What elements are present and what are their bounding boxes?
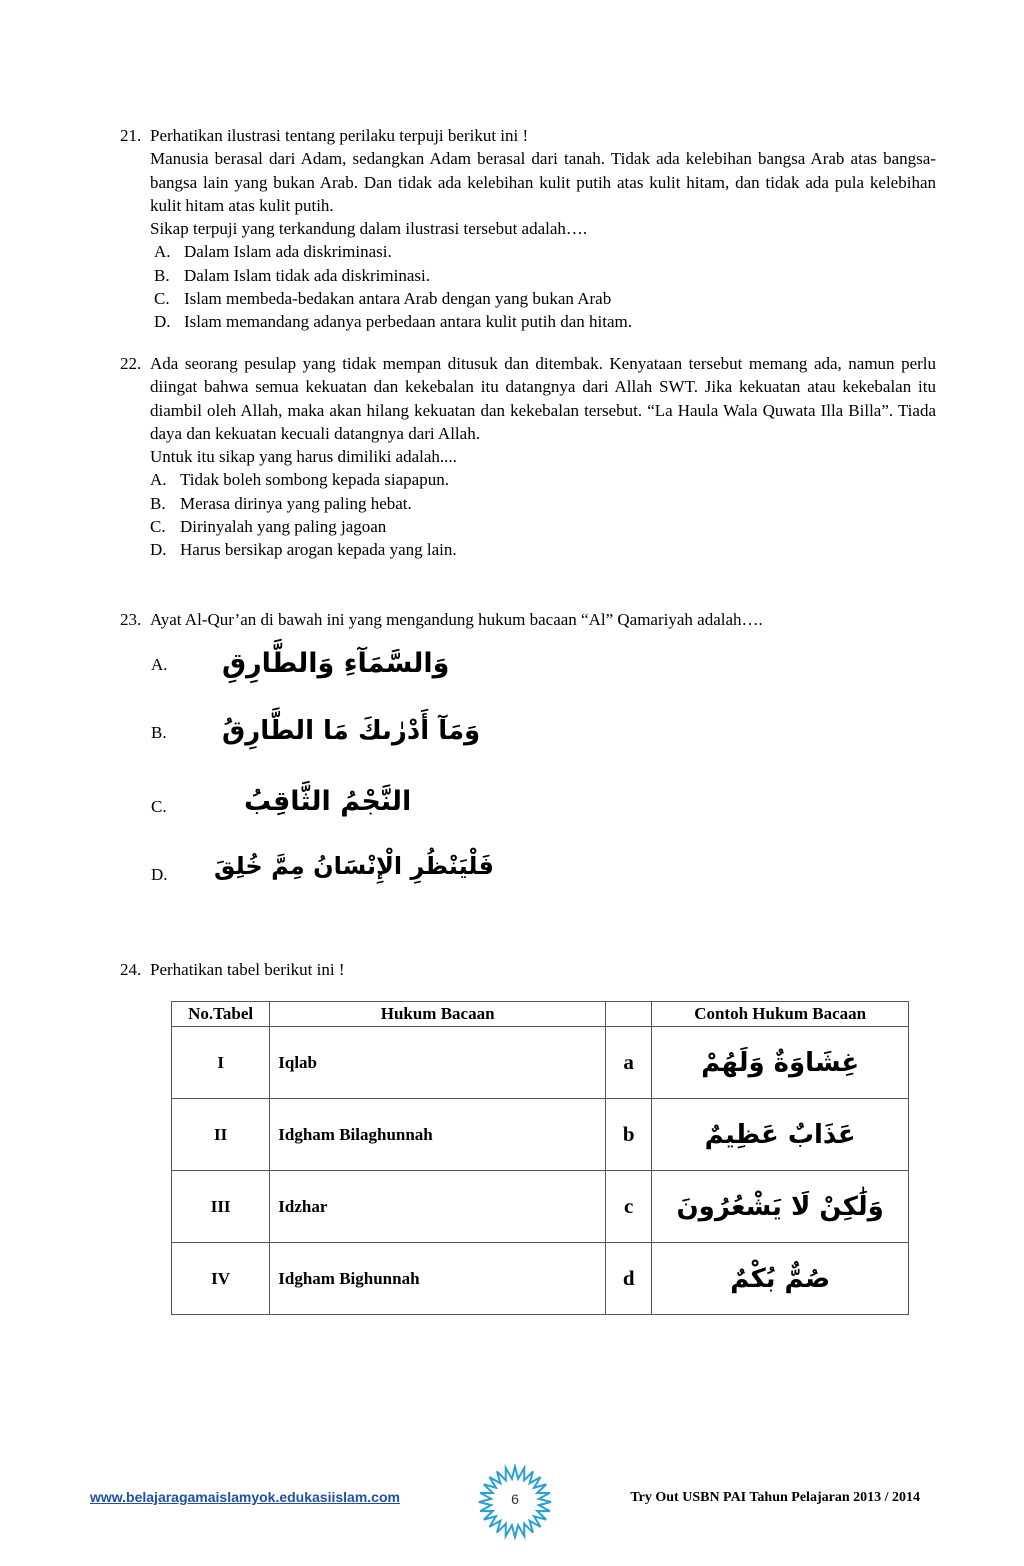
row-no: I: [172, 1027, 270, 1099]
question-prompt: Ayat Al-Qur’an di bawah ini yang mengandung hukum bacaan “Al” Qamariyah adalah….: [150, 610, 763, 629]
footer-title: Try Out USBN PAI Tahun Pelajaran 2013 / 2014: [630, 1490, 920, 1505]
question-number: 21.: [120, 126, 142, 145]
table-row: [172, 1243, 909, 1315]
option-a[interactable]: A. Dalam Islam ada diskriminasi.: [154, 242, 392, 262]
table-row: [172, 1099, 909, 1171]
row-hukum: Idzhar: [270, 1171, 606, 1243]
option-b[interactable]: B. Merasa dirinya yang paling hebat.: [150, 493, 412, 513]
question-prompt: Sikap terpuji yang terkandung dalam ilustrasi tersebut adalah….: [150, 219, 588, 239]
table-row: [172, 1027, 909, 1099]
row-key: a: [606, 1027, 652, 1099]
header-no: No.Tabel: [172, 1002, 270, 1027]
footer-link[interactable]: www.belajaragamaislamyok.edukasiislam.com: [90, 1489, 400, 1505]
row-no: III: [172, 1171, 270, 1243]
row-hukum: Iqlab: [270, 1027, 606, 1099]
option-c-label[interactable]: C.: [151, 797, 167, 816]
option-d[interactable]: D. Harus bersikap arogan kepada yang lain.: [150, 540, 457, 560]
question-paragraph: Manusia berasal dari Adam, sedangkan Adam berasal dari tanah. Tidak ada kelebihan bangsa Arab atas bangsa-bangsa lain yang bukan Arab. Dan tidak ada kelebihan kulit putih atas kulit hitam, dan tidak ada pula kelebihan kulit hitam atas kulit putih.: [150, 149, 936, 215]
row-key: c: [606, 1171, 652, 1243]
page-footer: [90, 1487, 920, 1517]
question-22: [120, 352, 936, 562]
question-paragraph: Ada seorang pesulap yang tidak mempan ditusuk dan ditembak. Kenyataan tersebut memang ada, namun perlu diingat bahwa semua kekuatan dan kekebalan itu datangnya dari Allah SWT. Jika kekuatan atau kekebalan itu diambil oleh Allah, maka akan hilang kekuatan dan kekebalan tersebut. “La Haula Wala Quwata Illa Billa”. Tiada daya dan kekuatan kecuali datangnya dari Allah.: [150, 354, 936, 443]
question-number: 23.: [120, 610, 142, 629]
row-hukum: Idgham Bighunnah: [270, 1243, 606, 1315]
row-arabic: غِشَاوَةٌ وَلَهُمْ: [701, 1047, 860, 1078]
row-arabic: وَلَٰكِنْ لَا يَشْعُرُونَ: [676, 1191, 884, 1222]
table-header-row: [172, 1002, 909, 1027]
option-b-label[interactable]: B.: [151, 723, 167, 742]
hukum-bacaan-table: [171, 1001, 909, 1315]
page-number-badge: [473, 1464, 557, 1540]
option-c-arabic: النَّجْمُ الثَّاقِبُ: [244, 786, 412, 817]
page-number: 6: [511, 1491, 519, 1507]
row-no: IV: [172, 1243, 270, 1315]
question-23: [120, 608, 936, 631]
question-prompt: Untuk itu sikap yang harus dimiliki adalah....: [150, 447, 457, 467]
row-no: II: [172, 1099, 270, 1171]
option-a-arabic: وَالسَّمَآءِ وَالطَّارِقِ: [222, 648, 450, 679]
header-key: [606, 1002, 652, 1027]
header-contoh: Contoh Hukum Bacaan: [652, 1002, 909, 1027]
option-a-label[interactable]: A.: [151, 655, 168, 674]
header-hukum: Hukum Bacaan: [270, 1002, 606, 1027]
option-c[interactable]: C. Dirinyalah yang paling jagoan: [150, 517, 387, 537]
option-b[interactable]: B. Dalam Islam tidak ada diskriminasi.: [154, 265, 430, 285]
row-key: d: [606, 1243, 652, 1315]
table-row: [172, 1171, 909, 1243]
question-intro: Perhatikan ilustrasi tentang perilaku terpuji berikut ini !: [150, 126, 529, 145]
question-number: 24.: [120, 960, 142, 979]
option-d-label[interactable]: D.: [151, 865, 168, 884]
question-21: [120, 124, 936, 334]
question-number: 22.: [120, 354, 142, 373]
row-arabic: صُمٌّ بُكْمٌ: [730, 1263, 831, 1294]
option-a[interactable]: A. Tidak boleh sombong kepada siapapun.: [150, 470, 449, 490]
option-d-arabic: فَلْيَنْظُرِ الْإِنْسَانُ مِمَّ خُلِقَ: [214, 852, 494, 880]
question-24: [120, 958, 936, 981]
row-key: b: [606, 1099, 652, 1171]
row-hukum: Idgham Bilaghunnah: [270, 1099, 606, 1171]
option-c[interactable]: C. Islam membeda-bedakan antara Arab dengan yang bukan Arab: [154, 289, 612, 309]
row-arabic: عَذَابٌ عَظِيمٌ: [704, 1119, 856, 1150]
option-b-arabic: وَمَآ أَدْرٰىكَ مَا الطَّارِقُ: [222, 716, 481, 746]
option-d[interactable]: D. Islam memandang adanya perbedaan antara kulit putih dan hitam.: [154, 312, 632, 332]
question-prompt: Perhatikan tabel berikut ini !: [150, 960, 345, 979]
